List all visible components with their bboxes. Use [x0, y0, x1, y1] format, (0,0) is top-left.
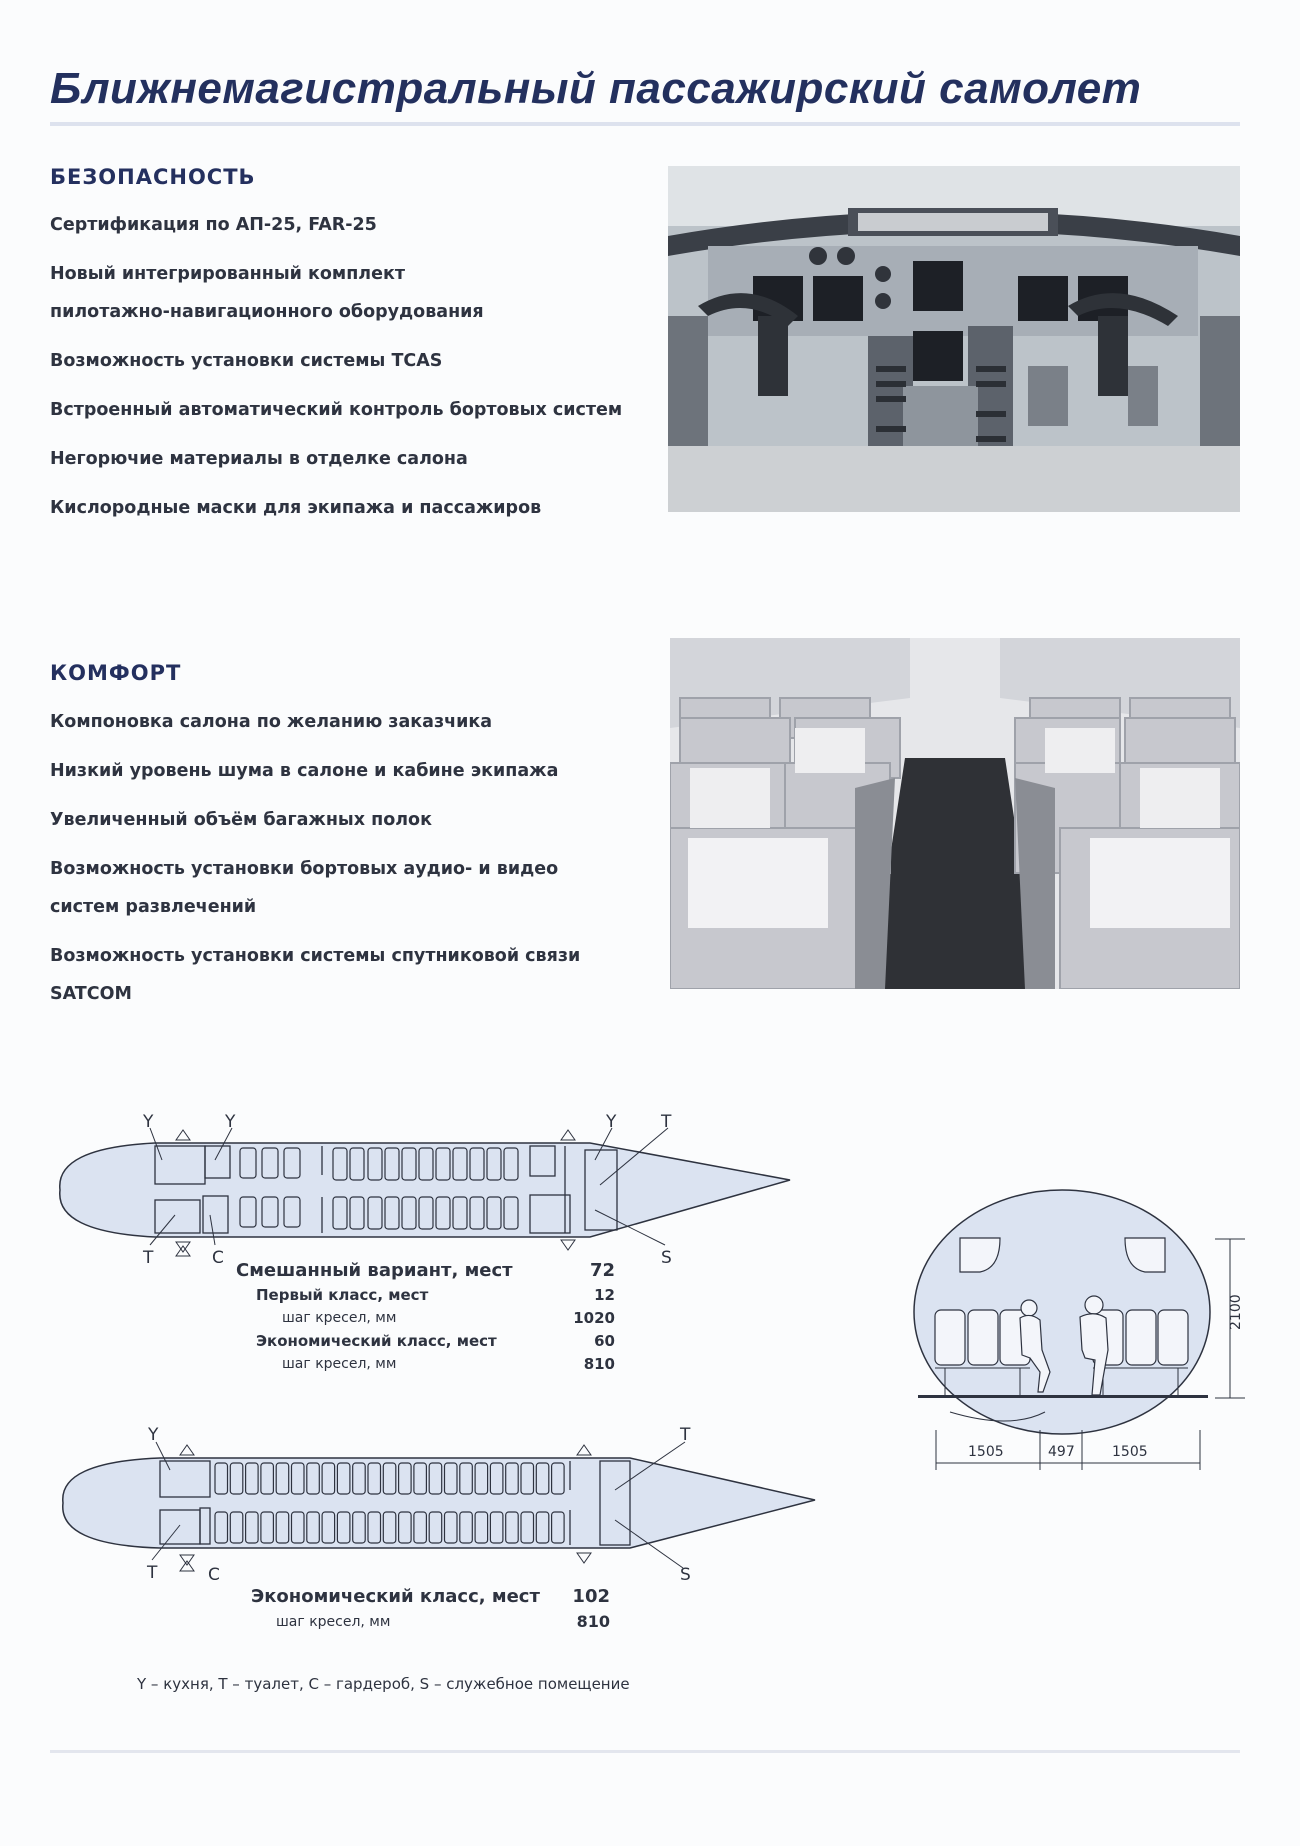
comfort-item: Компоновка салона по желанию заказчика	[50, 712, 493, 732]
mark-y-galley: Y	[143, 1112, 154, 1132]
footer-divider	[50, 1750, 1240, 1753]
mark-s-service: S	[661, 1248, 672, 1268]
diagram-legend: Y – кухня, T – туалет, C – гардероб, S – служебное помещение	[137, 1675, 630, 1693]
economy-layout-pitch-value: 810	[576, 1612, 610, 1631]
safety-item: Кислородные маски для экипажа и пассажиров	[50, 498, 542, 518]
mark-t-toilet: T	[680, 1425, 691, 1445]
seat-block-width-dim: 1505	[968, 1444, 1004, 1460]
mark-c-wardrobe: C	[212, 1248, 224, 1268]
mark-s-service: S	[680, 1565, 691, 1585]
comfort-item: Возможность установки бортовых аудио- и видео систем развлечений	[50, 859, 559, 917]
cabin-height-dim: 2100	[1228, 1294, 1244, 1330]
mark-y-galley: Y	[225, 1112, 236, 1132]
seat-block-width-dim: 1505	[1112, 1444, 1148, 1460]
economy-pitch-value: 810	[583, 1355, 615, 1373]
page-title: Ближнемагистральный пассажирский самолет	[50, 64, 1142, 113]
comfort-item: Увеличенный объём багажных полок	[50, 810, 432, 830]
comfort-heading: КОМФОРТ	[50, 661, 182, 685]
comfort-item: Возможность установки системы спутниковой связи SATCOM	[50, 946, 581, 1004]
economy-total-seats: 102	[572, 1586, 610, 1607]
economy-class-label: Экономический класс, мест	[256, 1332, 497, 1350]
mark-t-toilet: T	[147, 1563, 158, 1583]
economy-layout-title: Экономический класс, мест	[251, 1586, 540, 1607]
fuselage-cross-section	[914, 1190, 1245, 1470]
economy-pitch-label: шаг кресел, мм	[282, 1356, 397, 1372]
mixed-layout-plan	[60, 1112, 790, 1268]
economy-layout-pitch-label: шаг кресел, мм	[276, 1614, 391, 1630]
safety-item: Негорючие материалы в отделке салона	[50, 449, 468, 469]
safety-item: Встроенный автоматический контроль бортовых систем	[50, 400, 623, 420]
first-class-label: Первый класс, мест	[256, 1286, 429, 1304]
mark-y-galley: Y	[148, 1425, 159, 1445]
safety-heading: БЕЗОПАСНОСТЬ	[50, 165, 256, 189]
mixed-layout-title: Смешанный вариант, мест	[236, 1260, 513, 1281]
mark-c-wardrobe: C	[208, 1565, 220, 1585]
mixed-total-seats: 72	[589, 1260, 615, 1281]
first-class-seats: 12	[594, 1286, 615, 1304]
economy-layout-plan	[63, 1425, 815, 1585]
first-pitch-label: шаг кресел, мм	[282, 1310, 397, 1326]
mark-t-toilet: T	[661, 1112, 672, 1132]
safety-item: Новый интегрированный комплект пилотажно-навигационного оборудования	[50, 264, 484, 322]
mark-y-galley: Y	[606, 1112, 617, 1132]
safety-item: Возможность установки системы TCAS	[50, 351, 443, 371]
safety-item: Сертификация по АП-25, FAR-25	[50, 215, 377, 235]
mark-t-toilet: T	[143, 1248, 154, 1268]
comfort-item: Низкий уровень шума в салоне и кабине экипажа	[50, 761, 559, 781]
first-pitch-value: 1020	[573, 1309, 615, 1327]
aisle-width-dim: 497	[1048, 1444, 1075, 1460]
economy-class-seats: 60	[594, 1332, 615, 1350]
